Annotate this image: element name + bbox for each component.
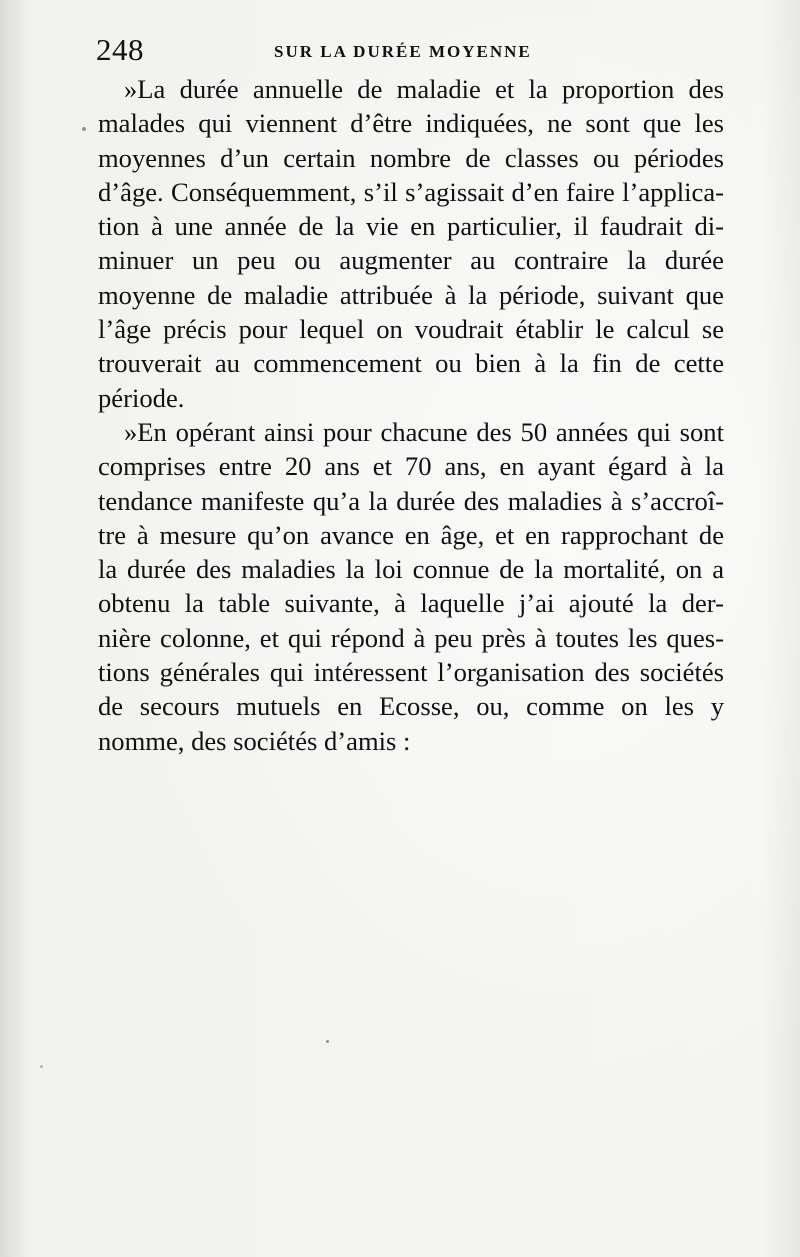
ink-speck — [82, 127, 86, 131]
text-line: période. — [98, 382, 185, 413]
text-line: malades qui viennent d’être indiquées, ne sont que les — [98, 108, 724, 139]
text-line: obtenu la table suivante, à laquelle j’ai ajouté la der- — [98, 588, 724, 619]
text-line: minuer un peu ou augmenter au contraire la durée — [98, 245, 724, 276]
ink-speck — [40, 1065, 43, 1068]
text-line: tion à une année de la vie en particulier, il faudrait di- — [98, 211, 724, 242]
text-line: »La durée annuelle de maladie et la proportion des — [124, 74, 724, 104]
text-line: tre à mesure qu’on avance en âge, et en rapprochant de — [98, 519, 724, 550]
body-text — [98, 72, 724, 758]
text-line: tions générales qui intéressent l’organisation des sociétés — [98, 657, 724, 688]
text-line: nomme, des sociétés d’amis : — [98, 725, 411, 756]
text-line: d’âge. Conséquemment, s’il s’agissait d’en faire l’applica- — [98, 176, 724, 207]
ink-speck — [326, 1040, 329, 1043]
paragraph — [98, 72, 724, 415]
text-line: trouverait au commencement ou bien à la fin de cette — [98, 348, 724, 379]
text-line: »En opérant ainsi pour chacune des 50 années qui sont — [124, 416, 724, 447]
text-line: la durée des maladies la loi connue de la mortalité, on a — [98, 554, 724, 585]
page-header — [96, 32, 726, 72]
text-line: de secours mutuels en Ecosse, ou, comme on les y — [98, 691, 724, 722]
text-line: tendance manifeste qu’a la durée des maladies à s’accroî- — [98, 485, 724, 516]
page-number: 248 — [96, 32, 144, 67]
running-head: SUR LA DURÉE MOYENNE — [274, 42, 532, 61]
text-line: l’âge précis pour lequel on voudrait établir le calcul se — [98, 314, 724, 345]
paragraph — [98, 415, 724, 758]
text-line: moyennes d’un certain nombre de classes ou périodes — [98, 142, 724, 173]
text-line: comprises entre 20 ans et 70 ans, en ayant égard à la — [98, 451, 724, 482]
text-line: nière colonne, et qui répond à peu près à toutes les ques- — [98, 622, 724, 653]
text-line: moyenne de maladie attribuée à la période, suivant que — [98, 279, 724, 310]
